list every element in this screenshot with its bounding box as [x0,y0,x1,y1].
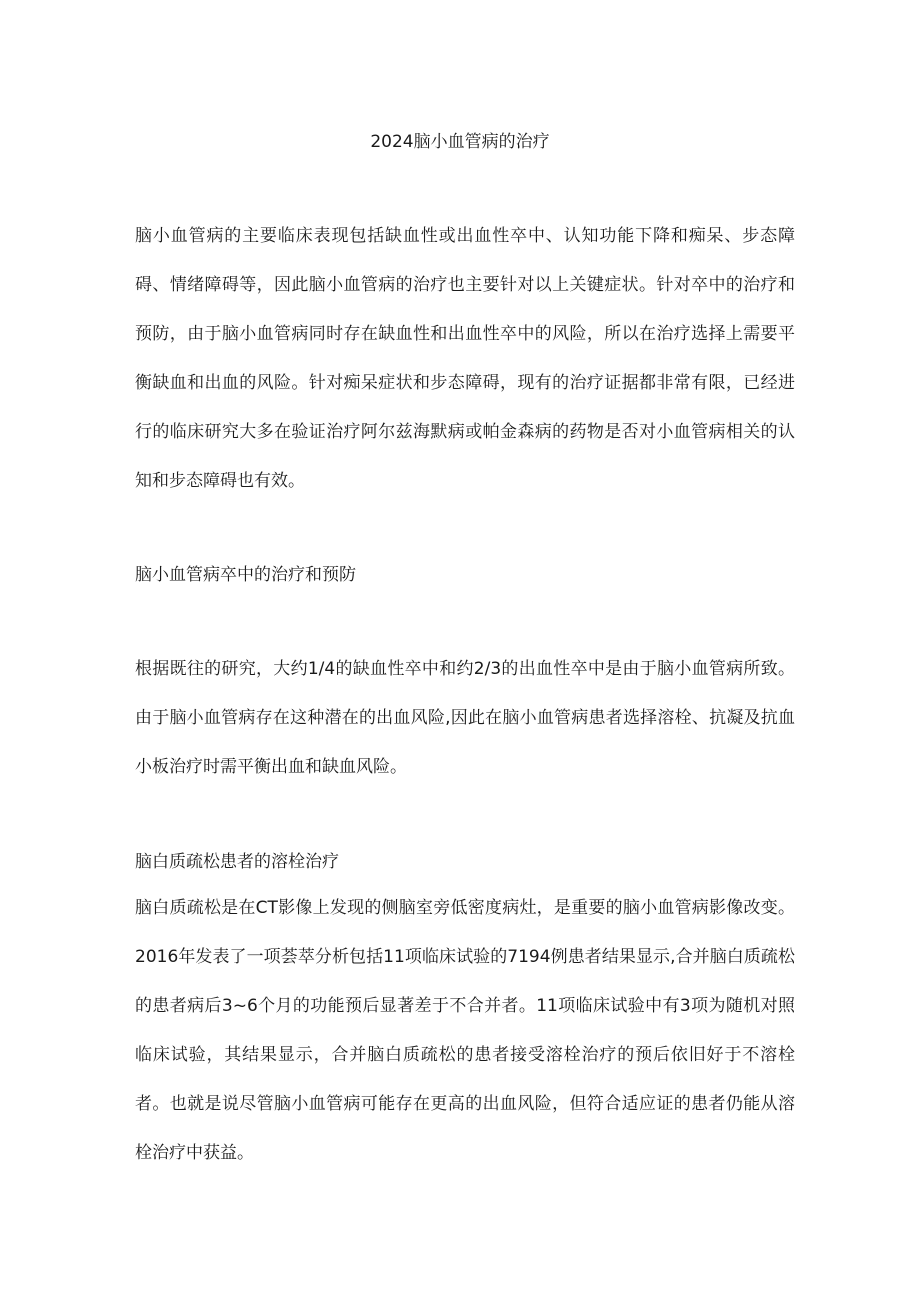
stroke-treatment-paragraph: 根据既往的研究，大约1/4的缺血性卒中和约2/3的出血性卒中是由于脑小血管病所致。由于脑小血管病存在这种潜在的出血风险,因此在脑小血管病患者选择溶栓、抗凝及抗血小板治疗时需平衡出血和缺血风险。 [135,659,795,777]
document-title: 2024脑小血管病的治疗 [370,132,550,152]
intro-paragraph: 脑小血管病的主要临床表现包括缺血性或出血性卒中、认知功能下降和痴呆、步态障碍、情绪障碍等，因此脑小血管病的治疗也主要针对以上关键症状。针对卒中的治疗和预防，由于脑小血管病同时存在缺血性和出血性卒中的风险，所以在治疗选择上需要平衡缺血和出血的风险。针对痴呆症状和步态障碍，现有的治疗证据都非常有限，已经进行的临床研究大多在验证治疗阿尔兹海默病或帕金森病的药物是否对小血管病相关的认知和步态障碍也有效。 [135,226,795,491]
leukoaraiosis-thrombolysis-paragraph: 脑白质疏松是在CT影像上发现的侧脑室旁低密度病灶，是重要的脑小血管病影像改变。2016年发表了一项荟萃分析包括11项临床试验的7194例患者结果显示,合并脑白质疏松的患者病后3~6个月的功能预后显著差于不合并者。11项临床试验中有3项为随机对照临床试验，其结果显示，合并脑白质疏松的患者接受溶栓治疗的预后依旧好于不溶栓者。也就是说尽管脑小血管病可能存在更高的出血风险，但符合适应证的患者仍能从溶栓治疗中获益。 [135,898,795,1163]
section-heading-stroke-treatment: 脑小血管病卒中的治疗和预防 [135,565,356,585]
section-heading-leukoaraiosis-thrombolysis: 脑白质疏松患者的溶栓治疗 [135,852,339,872]
